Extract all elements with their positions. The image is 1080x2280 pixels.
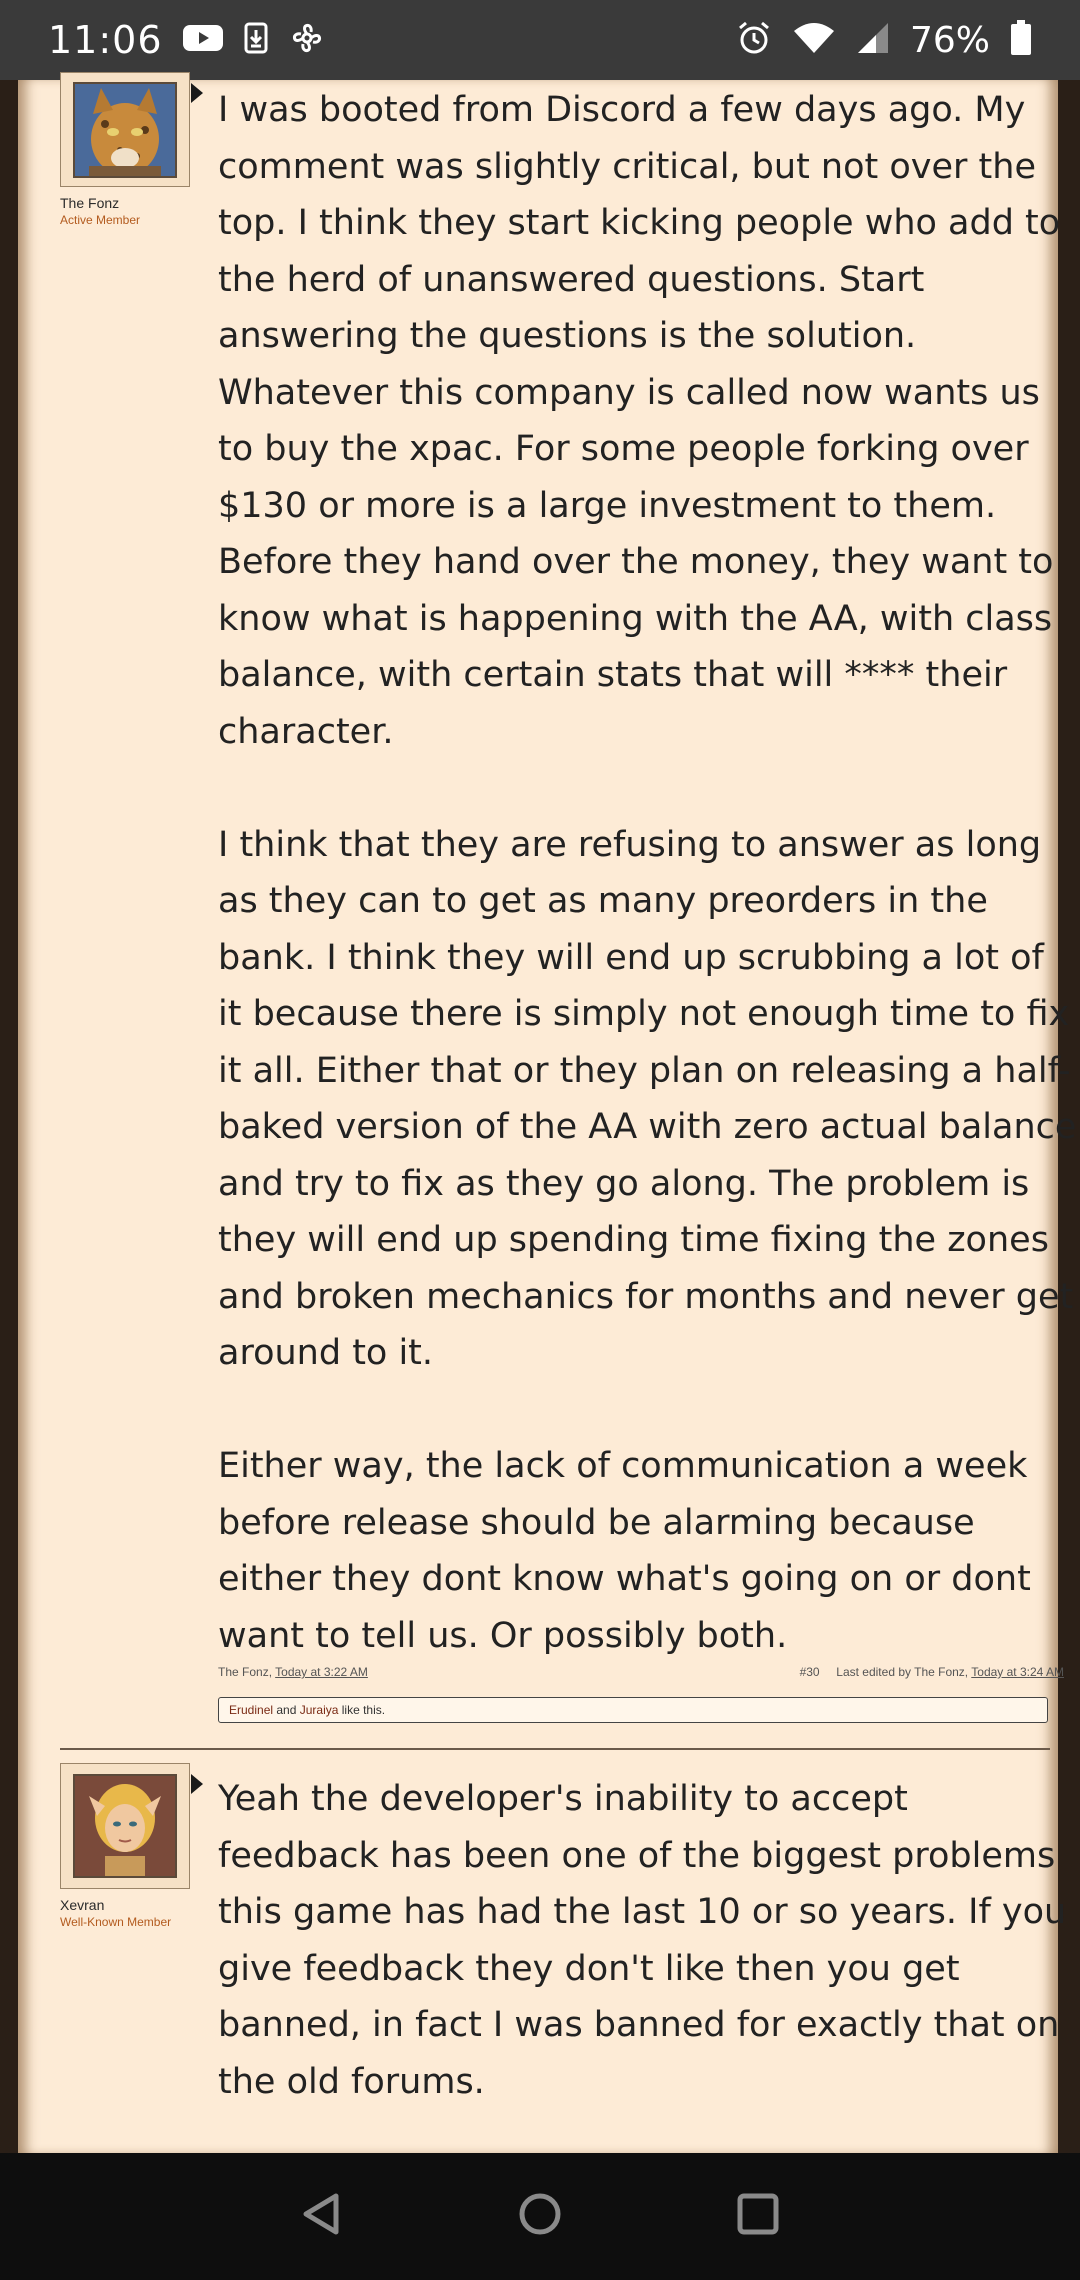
author-title: Active Member [60, 213, 141, 227]
post-paragraph: Either way, the lack of communication a week before release should be alarming because either they dont know what's going on or dont want to tell us. Or possibly both. [218, 1446, 1031, 1656]
avatar[interactable] [60, 1763, 190, 1889]
post-pointer-arrow [191, 1774, 203, 1794]
battery-percent: 76% [909, 19, 990, 61]
clock: 11:06 [48, 18, 163, 62]
post-paragraph: I was booted from Discord a few days ago. My comment was slightly critical, but not over the top. I think they start kicking people who add to the herd of unanswered questions. Start answering the questions is the solution. Whatever this company is called now wants us to buy the xpac. For some people forking over $130 or more is a large investment to them. Before they hand over the money, they want to know what is happening with the AA, with class balance, with certain stats that will **** their character. [218, 90, 1061, 752]
edited-timestamp[interactable]: Today at 3:24 AM [971, 1665, 1064, 1679]
post-divider [60, 1748, 1050, 1750]
post-number[interactable]: #30 [799, 1665, 820, 1679]
status-bar-left [48, 18, 325, 62]
author-title: Well-Known Member [60, 1915, 172, 1929]
signal-icon [856, 21, 890, 60]
status-bar [0, 0, 1080, 80]
likes-conjunction: and [273, 1703, 300, 1717]
home-icon[interactable] [516, 2190, 564, 2243]
status-bar-right [736, 20, 1032, 61]
battery-icon [1010, 20, 1032, 61]
alarm-icon [736, 20, 772, 61]
post-meta-right [800, 1665, 1064, 1679]
wifi-icon [792, 21, 836, 60]
youtube-icon [183, 23, 223, 58]
parchment-background [18, 80, 1077, 2153]
avatar-image [73, 82, 177, 178]
navigation-bar [0, 2153, 1080, 2280]
post-message [218, 82, 1078, 1664]
liker-link[interactable]: Erudinel [229, 1703, 274, 1717]
meta-timestamp[interactable]: Today at 3:22 AM [275, 1665, 368, 1679]
avatar[interactable] [60, 72, 190, 187]
liker-link[interactable]: Juraiya [299, 1703, 339, 1717]
post-paragraph: I think that they are refusing to answer as long as they can to get as many preorders in the bank. I think they will end up scrubbing a lot of it because there is simply not enough time to fix it all. Either that or they plan on releasing a half-baked version of the AA with zero actual balance and try to fix as they go along. The problem is they will end up spending time fixing the zones and broken mechanics for months and never get around to it. [218, 824, 1077, 1373]
post-author-info [60, 1763, 200, 1929]
author-name[interactable]: The Fonz [60, 195, 120, 211]
back-icon[interactable] [298, 2190, 346, 2243]
post-meta-left [218, 1665, 368, 1679]
download-icon [243, 22, 269, 59]
likes-suffix: like this. [338, 1703, 386, 1717]
forum-thread-page[interactable] [0, 80, 1080, 2153]
avatar-image [73, 1774, 177, 1878]
author-name[interactable]: Xevran [60, 1897, 105, 1913]
post-pointer-arrow [191, 83, 203, 103]
post-paragraph: Yeah the developer's inability to accept feedback has been one of the biggest problems this game has had the last 10 or so years. If you give feedback they don't like then you get banned, in fact I was banned for exactly that on the old forums. [218, 1779, 1067, 2102]
edited-note: Last edited by The Fonz, [836, 1665, 969, 1679]
recents-icon[interactable] [734, 2190, 782, 2243]
post-message [218, 1771, 1078, 2110]
meta-author[interactable]: The Fonz, [218, 1665, 273, 1679]
post-meta [218, 1665, 1064, 1679]
likes-summary [218, 1697, 1048, 1723]
post-author-info [60, 80, 200, 227]
fan-icon [289, 20, 325, 61]
